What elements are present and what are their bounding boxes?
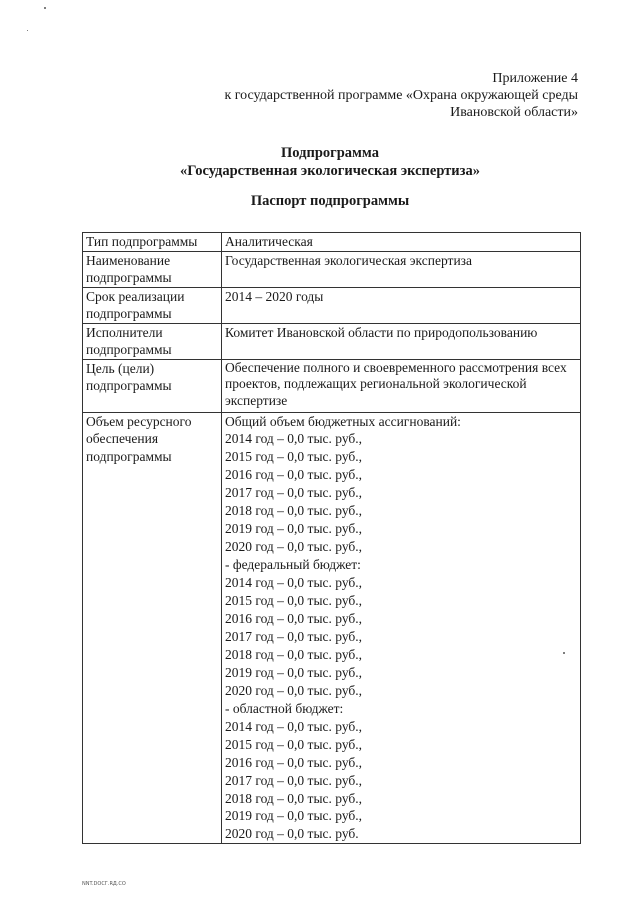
row-value: Аналитическая bbox=[222, 233, 581, 252]
table-row bbox=[83, 412, 581, 844]
row-value: Обеспечение полного и своевременного рассмотрения всех проектов, подлежащих региональной экологической экспертизе bbox=[222, 359, 581, 412]
funding-line: 2016 год – 0,0 тыс. руб., bbox=[225, 754, 363, 770]
passport-table bbox=[82, 232, 581, 844]
scan-speck bbox=[563, 652, 565, 654]
funding-line: 2018 год – 0,0 тыс. руб., bbox=[225, 503, 363, 519]
appendix-header bbox=[138, 70, 578, 121]
row-label: Срок реализации подпрограммы bbox=[83, 287, 222, 323]
funding-label: Объем ресурсного обеспечения подпрограммы bbox=[83, 412, 222, 844]
funding-line: 2019 год – 0,0 тыс. руб., bbox=[225, 521, 363, 537]
scan-speck bbox=[44, 7, 46, 9]
row-label: Цель (цели) подпрограммы bbox=[83, 359, 222, 412]
appendix-region-line: Ивановской области» bbox=[450, 105, 578, 120]
table-row bbox=[83, 251, 581, 287]
funding-line: 2017 год – 0,0 тыс. руб., bbox=[225, 628, 363, 644]
table-row bbox=[83, 323, 581, 359]
funding-line: 2018 год – 0,0 тыс. руб., bbox=[225, 646, 363, 662]
row-label: Тип подпрограммы bbox=[83, 233, 222, 252]
table-row bbox=[83, 287, 581, 323]
funding-line: 2014 год – 0,0 тыс. руб., bbox=[225, 575, 363, 591]
funding-line: Общий объем бюджетных ассигнований: bbox=[225, 413, 461, 429]
table-row bbox=[83, 359, 581, 412]
funding-line: 2015 год – 0,0 тыс. руб., bbox=[225, 736, 363, 752]
appendix-number: Приложение 4 bbox=[492, 71, 578, 86]
funding-lines bbox=[222, 412, 581, 844]
row-value: Государственная экологическая экспертиза bbox=[222, 251, 581, 287]
passport-title: Паспорт подпрограммы bbox=[250, 193, 410, 209]
funding-line: 2015 год – 0,0 тыс. руб., bbox=[225, 449, 363, 465]
funding-line: 2016 год – 0,0 тыс. руб., bbox=[225, 467, 363, 483]
funding-line: 2014 год – 0,0 тыс. руб., bbox=[225, 718, 363, 734]
row-value: Комитет Ивановской области по природопользованию bbox=[222, 323, 581, 359]
subprogram-label: Подпрограмма bbox=[281, 145, 379, 161]
funding-line: 2018 год – 0,0 тыс. руб., bbox=[225, 790, 363, 806]
funding-line: 2017 год – 0,0 тыс. руб., bbox=[225, 485, 363, 501]
funding-line: - областной бюджет: bbox=[225, 700, 344, 716]
table-row bbox=[83, 233, 581, 252]
row-value: 2014 – 2020 годы bbox=[222, 287, 581, 323]
funding-line: 2020 год – 0,0 тыс. руб., bbox=[225, 539, 363, 555]
row-label: Наименование подпрограммы bbox=[83, 251, 222, 287]
funding-line: 2019 год – 0,0 тыс. руб., bbox=[225, 664, 363, 680]
funding-line: 2020 год – 0,0 тыс. руб. bbox=[225, 826, 359, 842]
funding-line: 2019 год – 0,0 тыс. руб., bbox=[225, 808, 363, 824]
funding-line: 2017 год – 0,0 тыс. руб., bbox=[225, 772, 363, 788]
funding-line: 2015 год – 0,0 тыс. руб., bbox=[225, 593, 363, 609]
scan-speck bbox=[27, 30, 28, 31]
scan-mark: NNT.DOCГ.RД.СО bbox=[82, 881, 126, 887]
funding-line: 2020 год – 0,0 тыс. руб., bbox=[225, 682, 363, 698]
funding-line: 2014 год – 0,0 тыс. руб., bbox=[225, 431, 363, 447]
funding-line: - федеральный бюджет: bbox=[225, 557, 361, 573]
row-label: Исполнители подпрограммы bbox=[83, 323, 222, 359]
subprogram-name: «Государственная экологическая экспертиза» bbox=[180, 163, 480, 179]
appendix-program-line: к государственной программе «Охрана окружающей среды bbox=[224, 88, 578, 103]
funding-line: 2016 год – 0,0 тыс. руб., bbox=[225, 610, 363, 626]
